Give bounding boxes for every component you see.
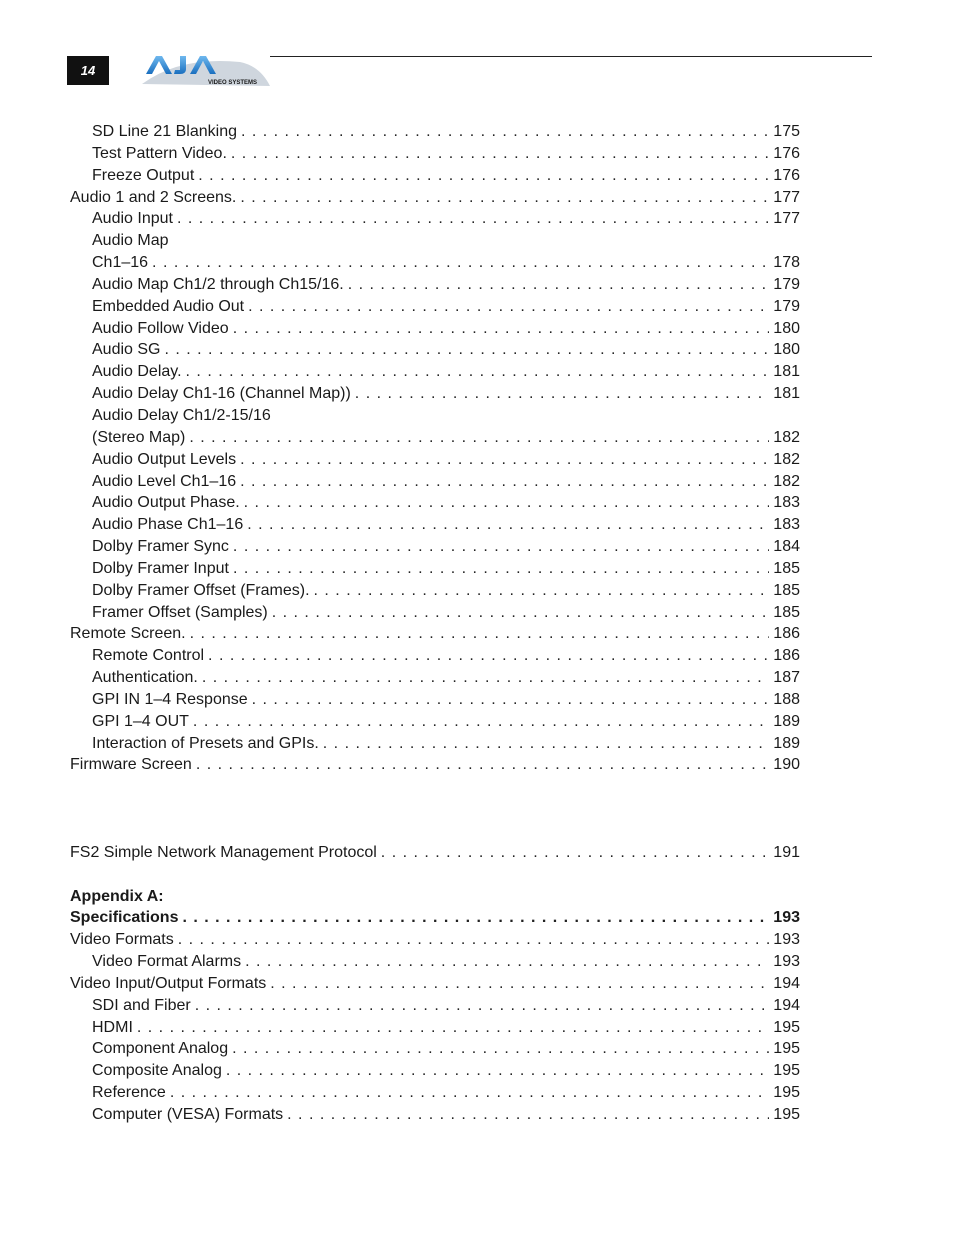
toc-leader-dots (202, 667, 769, 689)
page-number: 14 (67, 56, 109, 85)
toc-entry[interactable] (70, 187, 800, 209)
toc-entry[interactable] (70, 733, 800, 755)
toc-entry-page: 195 (773, 1040, 800, 1058)
toc-entry-page: 176 (773, 144, 800, 162)
toc-entry-title: FS2 Simple Network Management Protocol (70, 843, 377, 861)
toc-entry-title: GPI IN 1–4 Response (92, 690, 248, 708)
toc-entry-page: 191 (773, 843, 800, 861)
toc-entry-title: Audio Delay Ch1/2-15/16 (92, 406, 271, 424)
toc-entry[interactable] (70, 339, 800, 361)
toc-entry-page: 193 (773, 909, 800, 927)
toc-leader-dots (190, 623, 770, 645)
toc-spacer (70, 820, 800, 842)
toc-entry[interactable] (70, 427, 800, 449)
toc-entry-title: Dolby Framer Input (92, 559, 229, 577)
toc-entry[interactable] (70, 165, 800, 187)
toc-leader-dots (381, 842, 770, 864)
toc-entry-title: Composite Analog (92, 1062, 222, 1080)
toc-entry[interactable] (70, 907, 800, 929)
toc-entry[interactable] (70, 296, 800, 318)
toc-entry-page: 188 (773, 690, 800, 708)
toc-entry[interactable] (70, 995, 800, 1017)
toc-entry-page: 186 (773, 625, 800, 643)
toc-entry[interactable] (70, 361, 800, 383)
toc-entry-title: Audio Map Ch1/2 through Ch15/16. (92, 275, 344, 293)
toc-entry-page: 177 (773, 188, 800, 206)
toc-entry[interactable] (70, 689, 800, 711)
toc-leader-dots (231, 143, 769, 165)
toc-entry-title: Test Pattern Video. (92, 144, 227, 162)
header-rule (270, 56, 872, 57)
toc-entry[interactable] (70, 121, 800, 143)
toc-entry-page: 195 (773, 1084, 800, 1102)
toc-entry-title: HDMI (92, 1018, 133, 1036)
toc-entry-title: Audio SG (92, 341, 161, 359)
toc-entry-page: 187 (773, 669, 800, 687)
toc-leader-dots (241, 121, 769, 143)
toc-entry-title: Video Format Alarms (92, 953, 242, 971)
toc-leader-dots (195, 995, 770, 1017)
toc-entry-page: 189 (773, 712, 800, 730)
toc-entry-title: Component Analog (92, 1040, 229, 1058)
toc-entry-title: Dolby Framer Sync (92, 538, 229, 556)
toc-entry-page: 194 (773, 974, 800, 992)
toc-entry-page: 195 (773, 1018, 800, 1036)
toc-entry-page: 181 (773, 385, 800, 403)
toc-entry-page: 180 (773, 319, 800, 337)
toc-entry[interactable] (70, 405, 800, 427)
toc-spacer (70, 776, 800, 798)
toc-entry-page: 182 (773, 428, 800, 446)
toc-leader-dots (287, 1104, 769, 1126)
toc-entry[interactable] (70, 514, 800, 536)
toc-entry-page: 177 (773, 210, 800, 228)
toc-entry[interactable] (70, 383, 800, 405)
toc-entry-page: 182 (773, 450, 800, 468)
toc-entry[interactable] (70, 1082, 800, 1104)
toc-entry[interactable] (70, 623, 800, 645)
toc-entry-title: Audio Follow Video (92, 319, 229, 337)
toc-entry[interactable] (70, 492, 800, 514)
toc-leader-dots (178, 929, 770, 951)
toc-entry-title: Ch1–16 (92, 254, 149, 272)
toc-leader-dots (164, 339, 769, 361)
toc-entry[interactable] (70, 449, 800, 471)
toc-entry-page: 185 (773, 603, 800, 621)
toc-entry-page: 185 (773, 559, 800, 577)
toc-entry-title: Audio Map (92, 232, 169, 250)
toc-leader-dots (196, 754, 769, 776)
toc-entry-page: 189 (773, 734, 800, 752)
toc-leader-dots (270, 973, 769, 995)
toc-entry[interactable] (70, 143, 800, 165)
toc-entry[interactable] (70, 471, 800, 493)
toc-entry-title: Reference (92, 1084, 166, 1102)
toc-entry[interactable] (70, 973, 800, 995)
toc-entry-title: SDI and Fiber (92, 996, 191, 1014)
toc-entry-page: 185 (773, 581, 800, 599)
toc-leader-dots (240, 187, 769, 209)
toc-entry-title: Audio Level Ch1–16 (92, 472, 237, 490)
toc-entry-title: SD Line 21 Blanking (92, 123, 237, 140)
toc-leader-dots (226, 1060, 769, 1082)
toc-entry-page: 180 (773, 341, 800, 359)
toc-leader-dots (240, 449, 769, 471)
toc-leader-dots (170, 1082, 769, 1104)
toc-leader-dots (240, 471, 769, 493)
toc-entry[interactable] (70, 1060, 800, 1082)
toc-entry-page: 184 (773, 538, 800, 556)
toc-entry-page: 179 (773, 297, 800, 315)
toc-leader-dots (355, 383, 770, 405)
toc-entry-title: Remote Screen. (70, 625, 186, 643)
toc-entry-title: Framer Offset (Samples) (92, 603, 268, 621)
toc-entry[interactable] (70, 580, 800, 602)
toc-leader-dots (208, 645, 769, 667)
toc-entry-title: Remote Control (92, 647, 205, 665)
toc-entry-title: Audio Input (92, 210, 173, 228)
toc-entry-title: Audio Delay. (92, 363, 182, 381)
toc-spacer (70, 798, 800, 820)
toc-leader-dots (233, 558, 769, 580)
toc-entry[interactable] (70, 558, 800, 580)
toc-entry[interactable] (70, 886, 800, 908)
toc-entry[interactable] (70, 711, 800, 733)
toc-entry-page: 183 (773, 494, 800, 512)
toc-entry-page: 176 (773, 166, 800, 184)
toc-entry[interactable] (70, 1104, 800, 1126)
toc-entry-page: 190 (773, 756, 800, 774)
toc-leader-dots (233, 536, 769, 558)
toc-entry-page: 178 (773, 254, 800, 272)
toc-entry-title: Appendix A: (70, 887, 164, 905)
toc-entry-page: 193 (773, 953, 800, 971)
toc-leader-dots (193, 711, 769, 733)
toc-entry[interactable] (70, 667, 800, 689)
toc-entry[interactable] (70, 842, 800, 864)
toc-leader-dots (137, 1017, 769, 1039)
toc-entry[interactable] (70, 230, 800, 252)
toc-leader-dots (314, 580, 770, 602)
toc-entry-title: Specifications (70, 909, 179, 927)
toc-leader-dots (177, 208, 769, 230)
toc-entry-title: Dolby Framer Offset (Frames). (92, 581, 310, 599)
toc-entry[interactable] (70, 754, 800, 776)
aja-logo (140, 52, 272, 90)
logo-subtext: VIDEO SYSTEMS (208, 80, 258, 86)
toc-leader-dots (348, 274, 770, 296)
toc-entry-page: 179 (773, 275, 800, 293)
toc-entry-title: Video Input/Output Formats (70, 974, 267, 992)
toc-entry[interactable] (70, 208, 800, 230)
toc-leader-dots (186, 361, 770, 383)
toc-leader-dots (189, 427, 769, 449)
toc-entry-page: 183 (773, 516, 800, 534)
toc-leader-dots (252, 689, 770, 711)
toc-entry[interactable] (70, 951, 800, 973)
toc-leader-dots (248, 296, 769, 318)
toc-entry-page: 181 (773, 363, 800, 381)
toc-entry-page: 194 (773, 996, 800, 1014)
toc-entry-page: 195 (773, 1105, 800, 1123)
toc-entry[interactable] (70, 318, 800, 340)
toc-leader-dots (198, 165, 769, 187)
toc-entry-title: Embedded Audio Out (92, 297, 245, 315)
toc-spacer (70, 864, 800, 886)
toc-entry[interactable] (70, 602, 800, 624)
toc-entry[interactable] (70, 1038, 800, 1060)
toc-entry[interactable] (70, 252, 800, 274)
toc-entry-title: Audio Output Levels (92, 450, 237, 468)
toc-leader-dots (152, 252, 769, 274)
toc-entry-title: GPI 1–4 OUT (92, 712, 189, 730)
toc-entry-title: Computer (VESA) Formats (92, 1105, 284, 1123)
toc-entry-title: Authentication. (92, 669, 198, 687)
toc-leader-dots (182, 907, 769, 929)
toc-entry[interactable] (70, 274, 800, 296)
toc-entry[interactable] (70, 1017, 800, 1039)
table-of-contents (70, 121, 800, 1126)
toc-entry-title: Video Formats (70, 931, 174, 949)
toc-entry-title: Audio Phase Ch1–16 (92, 516, 244, 534)
toc-entry-page: 182 (773, 472, 800, 490)
toc-entry-title: Interaction of Presets and GPIs. (92, 734, 319, 752)
toc-leader-dots (232, 1038, 769, 1060)
toc-leader-dots (245, 951, 769, 973)
toc-leader-dots (323, 733, 770, 755)
toc-leader-dots (247, 514, 769, 536)
toc-entry-title: Audio 1 and 2 Screens. (70, 188, 237, 206)
toc-entry[interactable] (70, 536, 800, 558)
toc-entry[interactable] (70, 645, 800, 667)
toc-entry-title: Audio Delay Ch1-16 (Channel Map)) (92, 385, 351, 403)
toc-leader-dots (272, 602, 770, 624)
toc-entry-page: 186 (773, 647, 800, 665)
toc-leader-dots (233, 318, 770, 340)
toc-entry-page: 195 (773, 1062, 800, 1080)
toc-entry-title: Audio Output Phase. (92, 494, 240, 512)
toc-entry-page: 175 (773, 123, 800, 140)
toc-entry-title: Freeze Output (92, 166, 195, 184)
toc-entry-page: 193 (773, 931, 800, 949)
toc-leader-dots (244, 492, 770, 514)
toc-entry[interactable] (70, 929, 800, 951)
toc-entry-title: Firmware Screen (70, 756, 192, 774)
toc-entry-title: (Stereo Map) (92, 428, 186, 446)
